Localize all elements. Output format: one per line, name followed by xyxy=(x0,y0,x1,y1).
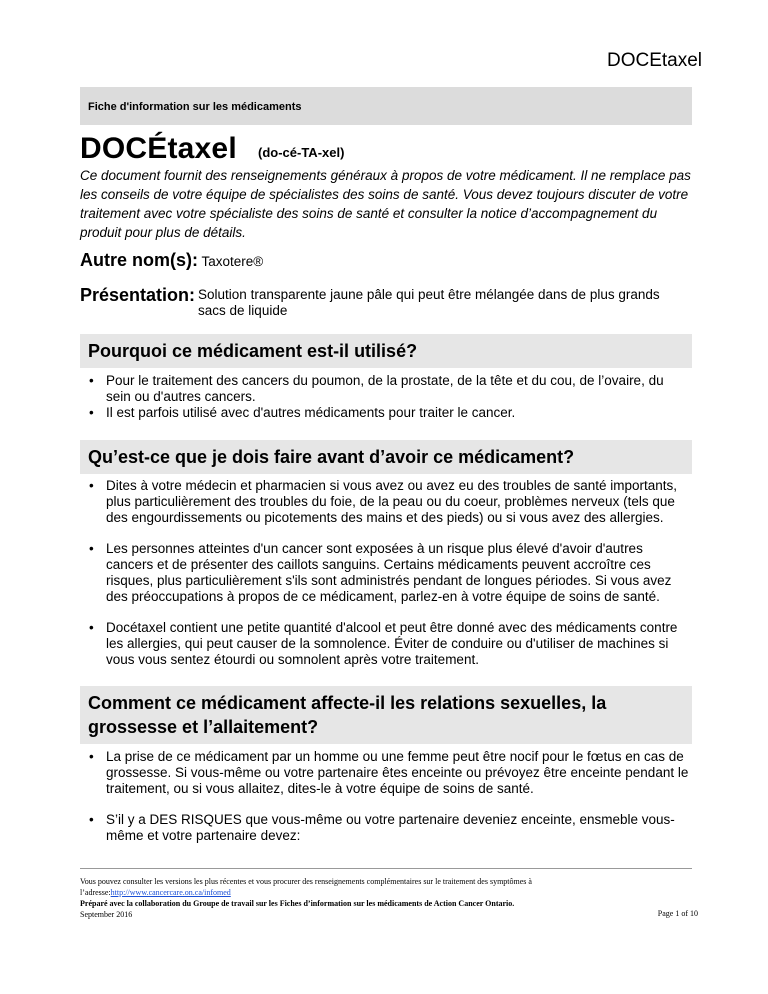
presentation-field xyxy=(80,285,688,319)
list-item: • Pour le traitement des cancers du poumon, de la prostate, de la tête et du cou, de l’ovaire, du sein ou d'autres cancers. xyxy=(80,373,690,405)
page-number: Page 1 of 10 xyxy=(657,909,698,918)
section-heading-usage: Pourquoi ce médicament est-il utilisé? xyxy=(80,334,692,368)
footer-address-prefix: l’adresse: xyxy=(80,888,111,897)
footer-credit: Préparé avec la collaboration du Groupe de travail sur les Fiches d’information sur les médicaments de Action Cancer Ontario. xyxy=(80,899,515,908)
footer-line: Vous pouvez consulter les versions les plus récentes et vous procurer des renseignements complémentaires sur le traitement des symptômes à xyxy=(80,877,532,886)
footer-date: September 2016 xyxy=(80,910,133,919)
list-item: • Docétaxel contient une petite quantité d'alcool et peut être donné avec des médicaments contre les allergies, qui peut causer de la somnolence. Éviter de conduire ou d'utiliser de machines si vous vous sentez étourdi ou somnolent après votre traitement. xyxy=(80,620,690,668)
list-item: • La prise de ce médicament par un homme ou une femme peut être nocif pour le fœtus en cas de grossesse. Si vous-même ou votre partenaire êtes enceinte ou prévoyez être enceinte pendant le traitement, ou si vous allaitez, dites-le à votre équipe de soins de santé. xyxy=(80,749,690,797)
drug-name: DOCÉtaxel xyxy=(80,132,237,165)
list-item: • S’il y a DES RISQUES que vous-même ou votre partenaire deveniez enceinte, ensmeble vous-même et votre partenaire devez: xyxy=(80,812,690,844)
fiche-label: Fiche d'information sur les médicaments xyxy=(88,101,302,113)
footer-link-line xyxy=(80,887,692,898)
footer-divider xyxy=(80,868,692,869)
drug-pronunciation: (do-cé-TA-xel) xyxy=(258,145,345,160)
section-usage-list xyxy=(80,373,690,421)
list-item: • Dites à votre médecin et pharmacien si vous avez ou avez eu des troubles de santé importants, plus particulièrement des troubles du foie, de la peau ou du coeur, problèmes nerveux (tels que des engourdissements ou picotements des mains et des pieds) ou si vous avez des allergies. xyxy=(80,478,690,526)
other-names-label: Autre nom(s): xyxy=(80,250,198,270)
section-heading-pregnancy: Comment ce médicament affecte-il les relations sexuelles, la grossesse et l’allaitement? xyxy=(80,686,692,744)
presentation-value: Solution transparente jaune pâle qui peut être mélangée dans de plus grands sacs de liquide xyxy=(198,287,660,318)
footer xyxy=(80,876,692,920)
list-item: • Les personnes atteintes d'un cancer sont exposées à un risque plus élevé d'avoir d'autres cancers et de présenter des caillots sanguins. Certains médicaments peuvent accroître ces risques, plus particulièrement s'ils sont administrés pendant de longues périodes. Si vous avez des préoccupations à propos de ce médicament, parlez-en à votre équipe de soins de santé. xyxy=(80,541,690,605)
infomed-link[interactable]: http://www.cancercare.on.ca/infomed xyxy=(110,888,231,897)
section-pregnancy-list xyxy=(80,749,690,859)
section-before-list xyxy=(80,478,690,683)
other-names-field xyxy=(80,250,263,271)
fiche-label-bar xyxy=(80,87,692,125)
other-names-value: Taxotere® xyxy=(201,254,264,269)
presentation-label: Présentation: xyxy=(80,285,196,305)
list-item: • Il est parfois utilisé avec d'autres médicaments pour traiter le cancer. xyxy=(80,405,690,421)
section-heading-before: Qu’est-ce que je dois faire avant d’avoir ce médicament? xyxy=(80,440,692,474)
intro-paragraph: Ce document fournit des renseignements généraux à propos de votre médicament. Il ne remplace pas les conseils de votre équipe de spécialistes des soins de santé. Vous devez toujours discuter de votre traitement avec votre spécialiste des soins de santé et consulter la notice d’accompagnement du produit pour plus de détails. xyxy=(80,168,691,240)
running-header: DOCEtaxel xyxy=(606,50,702,71)
